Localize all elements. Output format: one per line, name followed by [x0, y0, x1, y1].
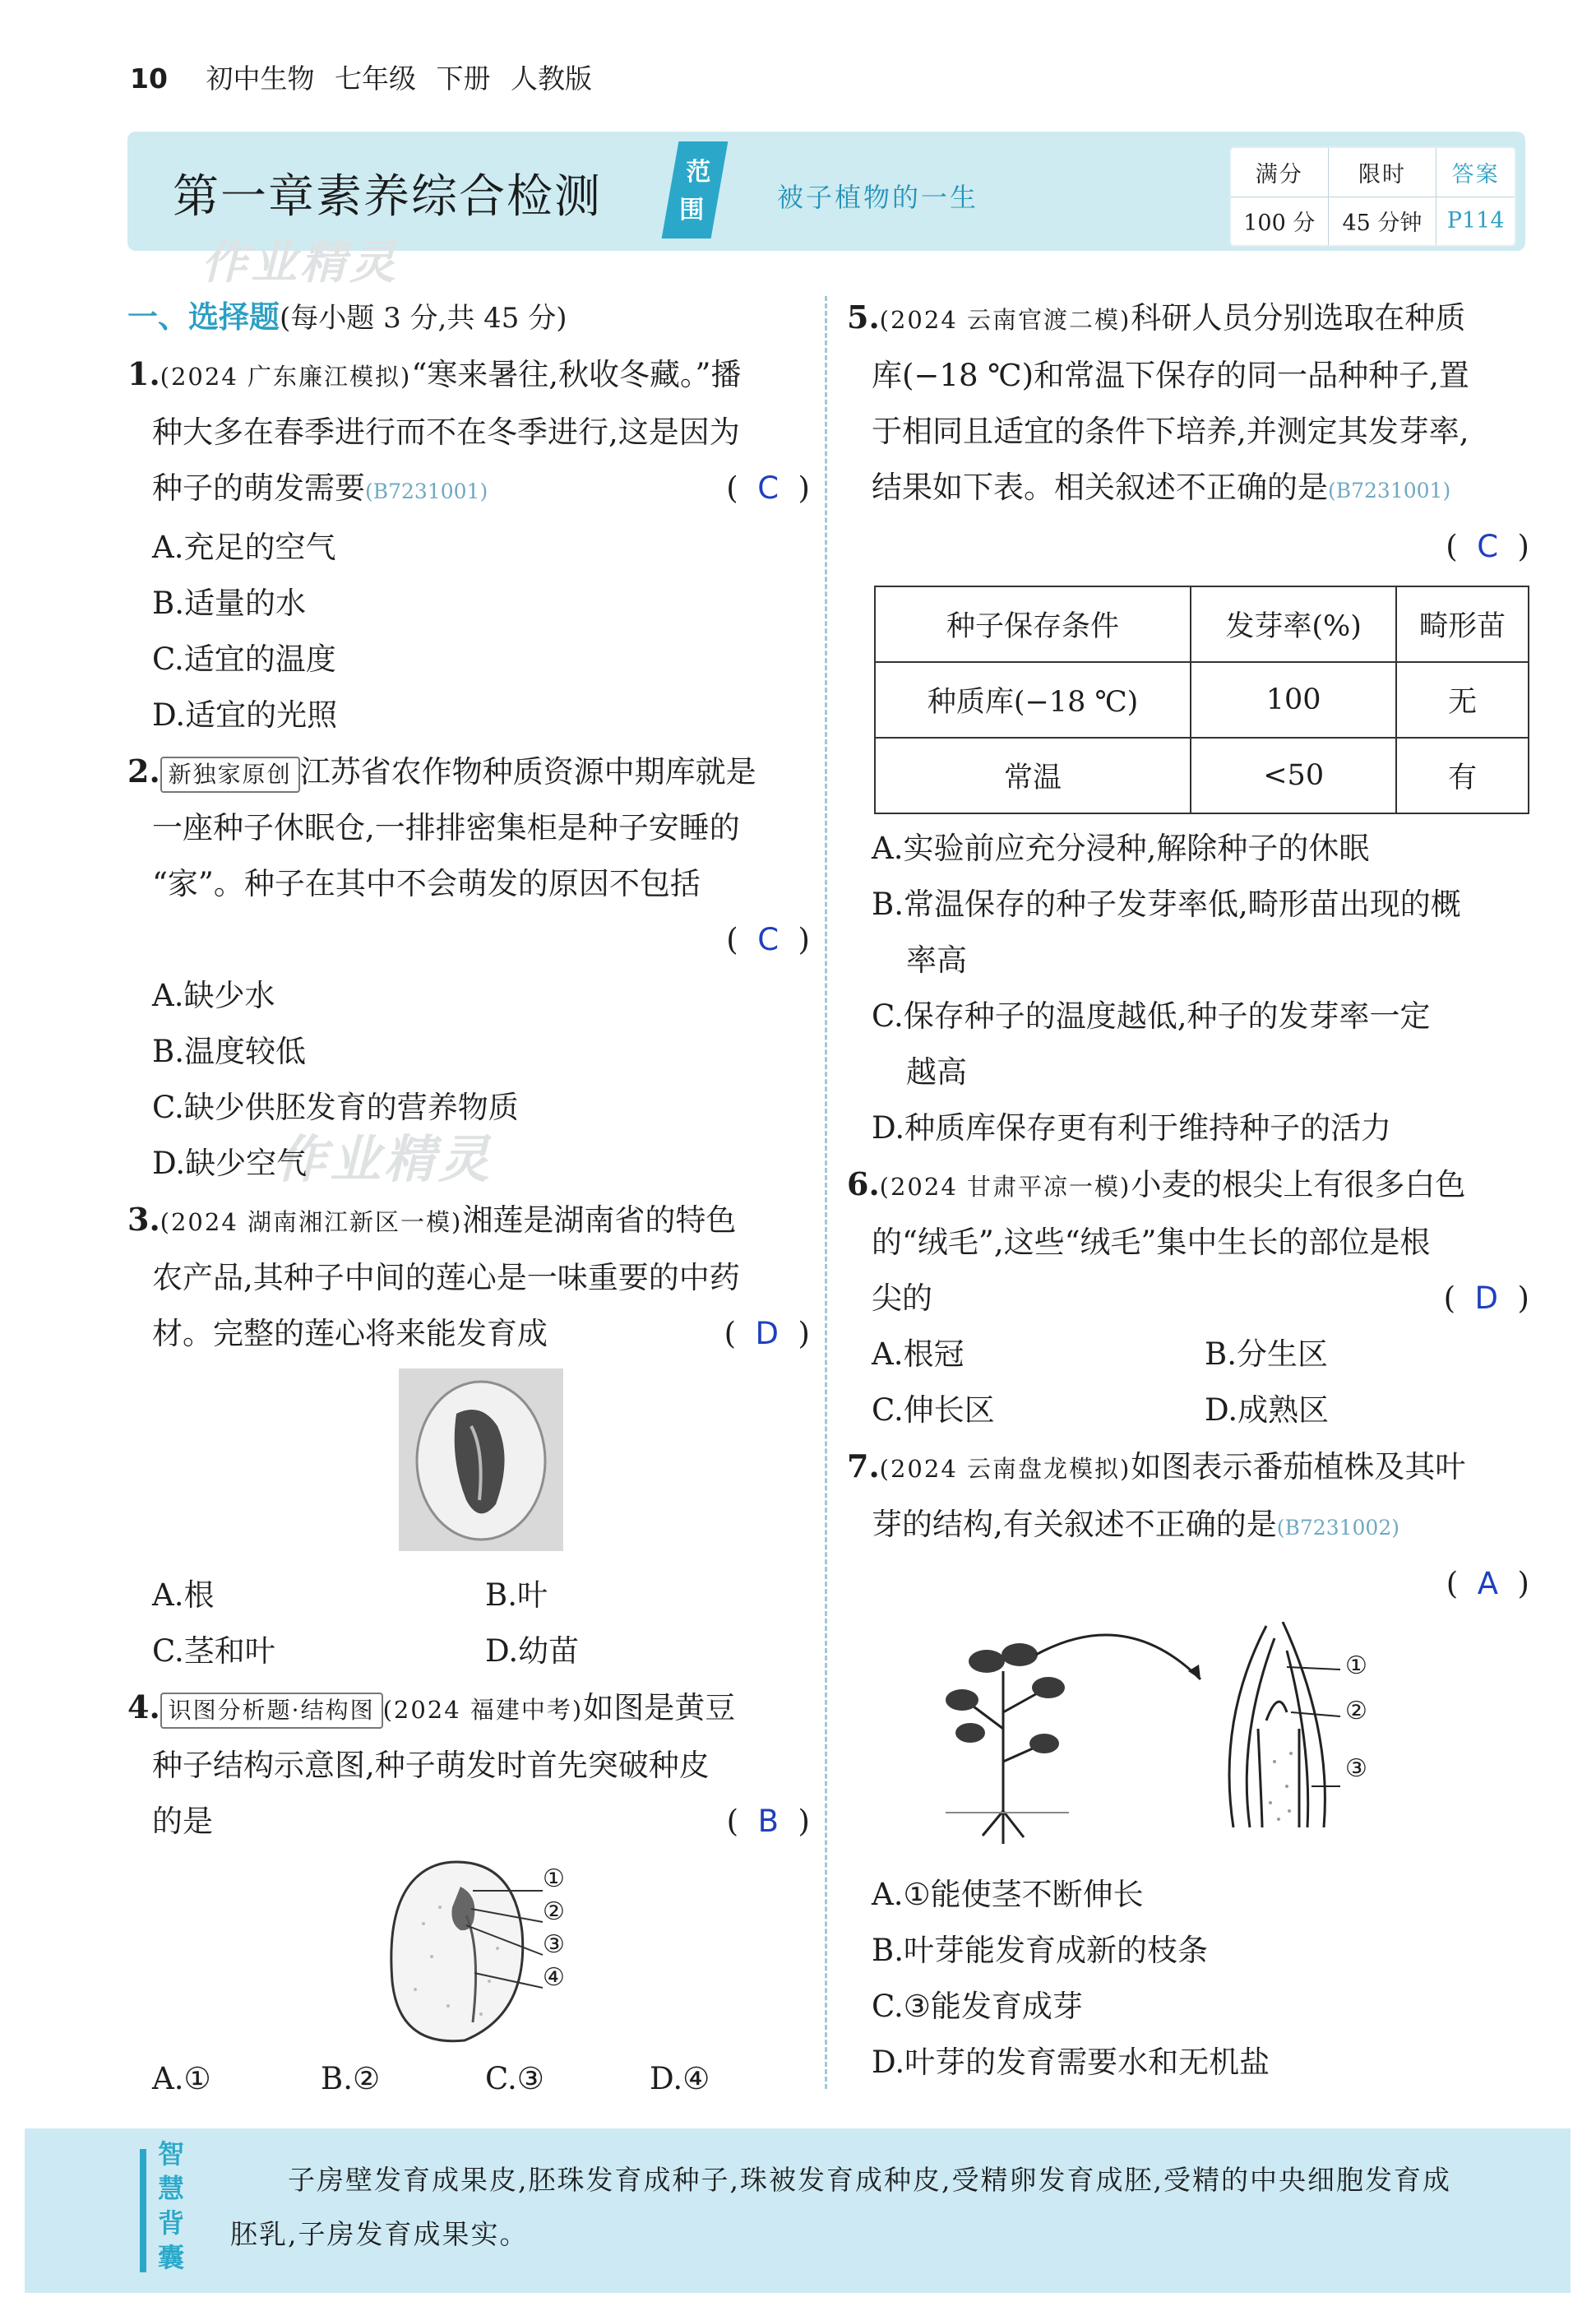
tips-bar — [140, 2149, 146, 2272]
subject: 初中生物 — [206, 63, 315, 95]
section-title: 一、选择题 — [127, 299, 280, 335]
q6-answer-bracket: ( D ) — [1443, 1281, 1529, 1316]
q2-answer-bracket: ( C ) — [726, 922, 810, 957]
q5-data-table — [874, 586, 1529, 814]
q7-label-3: ③ — [1345, 1754, 1367, 1783]
q7-option-c: C.③能发育成芽 — [872, 1989, 1083, 2024]
exam-info-box — [1229, 146, 1516, 247]
q6-option-a: A.根冠 — [872, 1336, 965, 1372]
q5-option-b: B.常温保存的种子发芽率低,畸形苗出现的概 — [872, 887, 1461, 922]
q6-line-1: 小麦的根尖上有很多白色 — [1131, 1167, 1466, 1202]
q4-label-1: ① — [543, 1864, 565, 1893]
q6-line-2: 的“绒毛”,这些“绒毛”集中生长的部位是根 — [872, 1225, 1431, 1260]
tips-label-char-1: 智 — [158, 2138, 185, 2170]
question-5 — [847, 289, 1529, 575]
q7-number: 7. — [847, 1447, 880, 1484]
q7-source: (2024 云南盘龙模拟) — [879, 1455, 1131, 1483]
q3-answer: D — [755, 1316, 779, 1351]
right-column-lower — [847, 821, 1529, 2091]
q7-line-1: 如图表示番茄植株及其叶 — [1131, 1449, 1466, 1484]
left-column — [127, 289, 810, 2107]
q4-diagram-labels — [543, 1863, 565, 1994]
q2-option-d: D.缺少空气 — [152, 1146, 308, 1181]
q7-label-1: ① — [1345, 1651, 1367, 1680]
table-cell: 种质库(−18 ℃) — [875, 662, 1191, 738]
q3-figure-area — [127, 1362, 810, 1568]
q3-option-a: A.根 — [152, 1577, 215, 1613]
question-2 — [127, 743, 810, 1192]
q4-option-a: A.① — [152, 2061, 211, 2096]
q7-label-2: ② — [1345, 1697, 1367, 1725]
q4-option-d: D.④ — [650, 2061, 710, 2096]
q7-option-d: D.叶芽的发育需要水和无机盐 — [872, 2045, 1270, 2080]
q4-label-3: ③ — [543, 1930, 565, 1959]
question-7 — [847, 1438, 1529, 2091]
q6-option-c: C.伸长区 — [872, 1392, 995, 1428]
lotus-seed-photo — [399, 1369, 563, 1551]
table-header: 发芽率(%) — [1191, 586, 1396, 662]
q3-line-1: 湘莲是湖南省的特色 — [462, 1202, 737, 1238]
q5-option-b-cont: 率高 — [906, 942, 967, 978]
q7-line-2: 芽的结构,有关叙述不正确的是 — [872, 1507, 1277, 1542]
q1-option-c: C.适宜的温度 — [152, 641, 336, 677]
q5-number: 5. — [847, 299, 880, 336]
tips-label-char-3: 背 — [158, 2207, 185, 2239]
table-cell: 有 — [1396, 738, 1529, 813]
q1-option-d: D.适宜的光照 — [152, 697, 338, 733]
scope-tag-char-2: 围 — [679, 196, 705, 225]
q3-number: 3. — [127, 1201, 160, 1238]
full-score-label: 满分 — [1231, 148, 1328, 197]
question-3 — [127, 1192, 810, 1679]
q5-option-d: D.种质库保存更有利于维持种子的活力 — [872, 1110, 1392, 1146]
q4-line-1: 如图是黄豆 — [583, 1690, 736, 1725]
table-cell: 无 — [1396, 662, 1529, 738]
q4-label-4: ④ — [543, 1963, 565, 1992]
q2-answer: C — [757, 922, 779, 957]
q5-option-a: A.实验前应充分浸种,解除种子的休眠 — [872, 831, 1370, 866]
leaf-bud — [1229, 1622, 1325, 1827]
question-6 — [847, 1156, 1529, 1438]
right-column — [847, 289, 1529, 575]
q1-source: (2024 广东廉江模拟) — [160, 363, 412, 391]
q2-option-a: A.缺少水 — [152, 978, 275, 1013]
q3-answer-bracket: ( D ) — [724, 1316, 810, 1351]
q4-answer-bracket: ( B ) — [726, 1804, 810, 1839]
q3-line-3: 材。完整的莲心将来能发育成 — [152, 1316, 548, 1351]
q5-line-1: 科研人员分别选取在种质 — [1131, 300, 1466, 336]
q6-line-3: 尖的 — [872, 1281, 932, 1316]
table-cell: 100 — [1191, 662, 1396, 738]
q7-labels — [1345, 1650, 1367, 1785]
q5-answer-bracket: ( C ) — [1446, 529, 1529, 564]
q4-label-2: ② — [543, 1897, 565, 1926]
wisdom-tips-box — [25, 2128, 1571, 2293]
q5-line-3: 于相同且适宜的条件下培养,并测定其发芽率, — [872, 414, 1469, 449]
tips-label-char-4: 囊 — [158, 2242, 185, 2273]
answer-page: P114 — [1446, 208, 1505, 234]
grade: 七年级 — [334, 63, 416, 95]
q1-answer: C — [757, 470, 779, 506]
q5-line-2: 库(−18 ℃)和常温下保存的同一品种种子,置 — [872, 358, 1469, 393]
scope-text: 被子植物的一生 — [777, 182, 979, 213]
page-header — [130, 58, 592, 96]
q5-option-c-cont: 越高 — [906, 1054, 967, 1090]
q7-answer-bracket: ( A ) — [1446, 1566, 1529, 1601]
question-4 — [127, 1679, 810, 2107]
tips-line-1: 子房壁发育成果皮,胚珠发育成种子,珠被发育成种皮,受精卵发育成胚,受精的中央细胞发育成 — [288, 2164, 1451, 2196]
watermark-middle: 作业精灵 — [275, 1129, 493, 1189]
watermark-top: 作业精灵 — [201, 236, 399, 289]
q7-option-a: A.①能使茎不断伸长 — [872, 1877, 1144, 1912]
tips-label — [158, 2137, 197, 2275]
volume: 下册 — [436, 63, 491, 95]
section-note: (每小题 3 分,共 45 分) — [280, 302, 567, 335]
soybean-seed-diagram — [382, 1858, 547, 2045]
chapter-title: 第一章素养综合检测 — [173, 170, 602, 224]
q4-option-c: C.③ — [485, 2061, 544, 2096]
q3-option-c: C.茎和叶 — [152, 1633, 275, 1669]
q1-line-2: 种大多在春季进行而不在冬季进行,这是因为 — [152, 414, 740, 450]
time-limit-label: 限时 — [1328, 148, 1436, 197]
q7-code: (B7231002) — [1276, 1516, 1399, 1540]
q2-option-c: C.缺少供胚发育的营养物质 — [152, 1090, 519, 1125]
q4-number: 4. — [127, 1688, 160, 1725]
section-heading — [127, 289, 810, 346]
q4-answer: B — [757, 1804, 779, 1839]
q6-number: 6. — [847, 1165, 880, 1202]
tips-label-char-2: 慧 — [158, 2173, 185, 2204]
time-limit-value: 45 分钟 — [1328, 197, 1436, 245]
q4-option-b: B.② — [321, 2061, 381, 2096]
table-header: 种子保存条件 — [875, 586, 1191, 662]
q4-line-3: 的是 — [152, 1804, 213, 1839]
q4-tag: 识图分析题·结构图 — [160, 1693, 383, 1729]
q4-figure-area — [127, 1850, 810, 2051]
scope-tag-char-1: 范 — [686, 158, 711, 187]
table-row — [875, 662, 1529, 738]
q2-line-3: “家”。种子在其中不会萌发的原因不包括 — [152, 866, 701, 901]
q6-answer: D — [1474, 1281, 1499, 1316]
q2-option-b: B.温度较低 — [152, 1034, 306, 1069]
q4-source: (2024 福建中考) — [382, 1696, 584, 1724]
q6-option-b: B.分生区 — [1205, 1336, 1328, 1372]
q2-line-1: 江苏省农作物种质资源中期库就是 — [299, 754, 756, 790]
tomato-plant — [970, 1671, 1040, 1844]
tips-line-2: 胚乳,子房发育成果实。 — [230, 2218, 529, 2250]
full-score-value: 100 分 — [1231, 197, 1328, 245]
question-1 — [127, 346, 810, 743]
q1-option-b: B.适量的水 — [152, 586, 306, 621]
page-number: 10 — [130, 63, 168, 95]
q2-tag: 新独家原创 — [160, 757, 300, 793]
q1-number: 1. — [127, 355, 160, 392]
q4-line-2: 种子结构示意图,种子萌发时首先突破种皮 — [152, 1748, 710, 1783]
edition: 人教版 — [510, 63, 592, 95]
table-cell: 常温 — [875, 738, 1191, 813]
q5-code: (B7231001) — [1328, 479, 1451, 502]
q7-answer: A — [1477, 1566, 1499, 1601]
tomato-plant-bud-diagram — [937, 1622, 1381, 1860]
answer-label: 答案 — [1436, 148, 1515, 197]
q1-line-3: 种子的萌发需要 — [152, 470, 365, 506]
q7-option-b: B.叶芽能发育成新的枝条 — [872, 1933, 1208, 1968]
q7-figure-area — [847, 1612, 1529, 1867]
q1-line-1: “寒来暑往,秋收冬藏。”播 — [411, 357, 742, 392]
q1-answer-bracket: ( C ) — [726, 470, 810, 506]
q3-line-2: 农产品,其种子中间的莲心是一味重要的中药 — [152, 1260, 740, 1295]
q5-answer: C — [1477, 529, 1499, 564]
q3-option-d: D.幼苗 — [485, 1633, 580, 1669]
q1-option-a: A.充足的空气 — [152, 530, 336, 565]
q1-code: (B7231001) — [365, 479, 488, 503]
table-row — [875, 738, 1529, 813]
q5-source: (2024 云南官渡二模) — [879, 306, 1131, 334]
q3-source: (2024 湖南湘江新区一模) — [160, 1208, 463, 1236]
table-cell: <50 — [1191, 738, 1396, 813]
q3-option-b: B.叶 — [485, 1577, 548, 1613]
q2-line-2: 一座种子休眠仓,一排排密集柜是种子安睡的 — [152, 810, 740, 845]
table-header-row — [875, 586, 1529, 662]
q5-line-4: 结果如下表。相关叙述不正确的是 — [872, 470, 1328, 505]
q2-number: 2. — [127, 753, 160, 790]
column-divider — [825, 296, 827, 2089]
q5-option-c: C.保存种子的温度越低,种子的发芽率一定 — [872, 998, 1431, 1034]
q6-source: (2024 甘肃平凉一模) — [879, 1173, 1131, 1201]
table-header: 畸形苗 — [1396, 586, 1529, 662]
tips-text — [230, 2153, 1562, 2262]
q6-option-d: D.成熟区 — [1205, 1392, 1330, 1428]
